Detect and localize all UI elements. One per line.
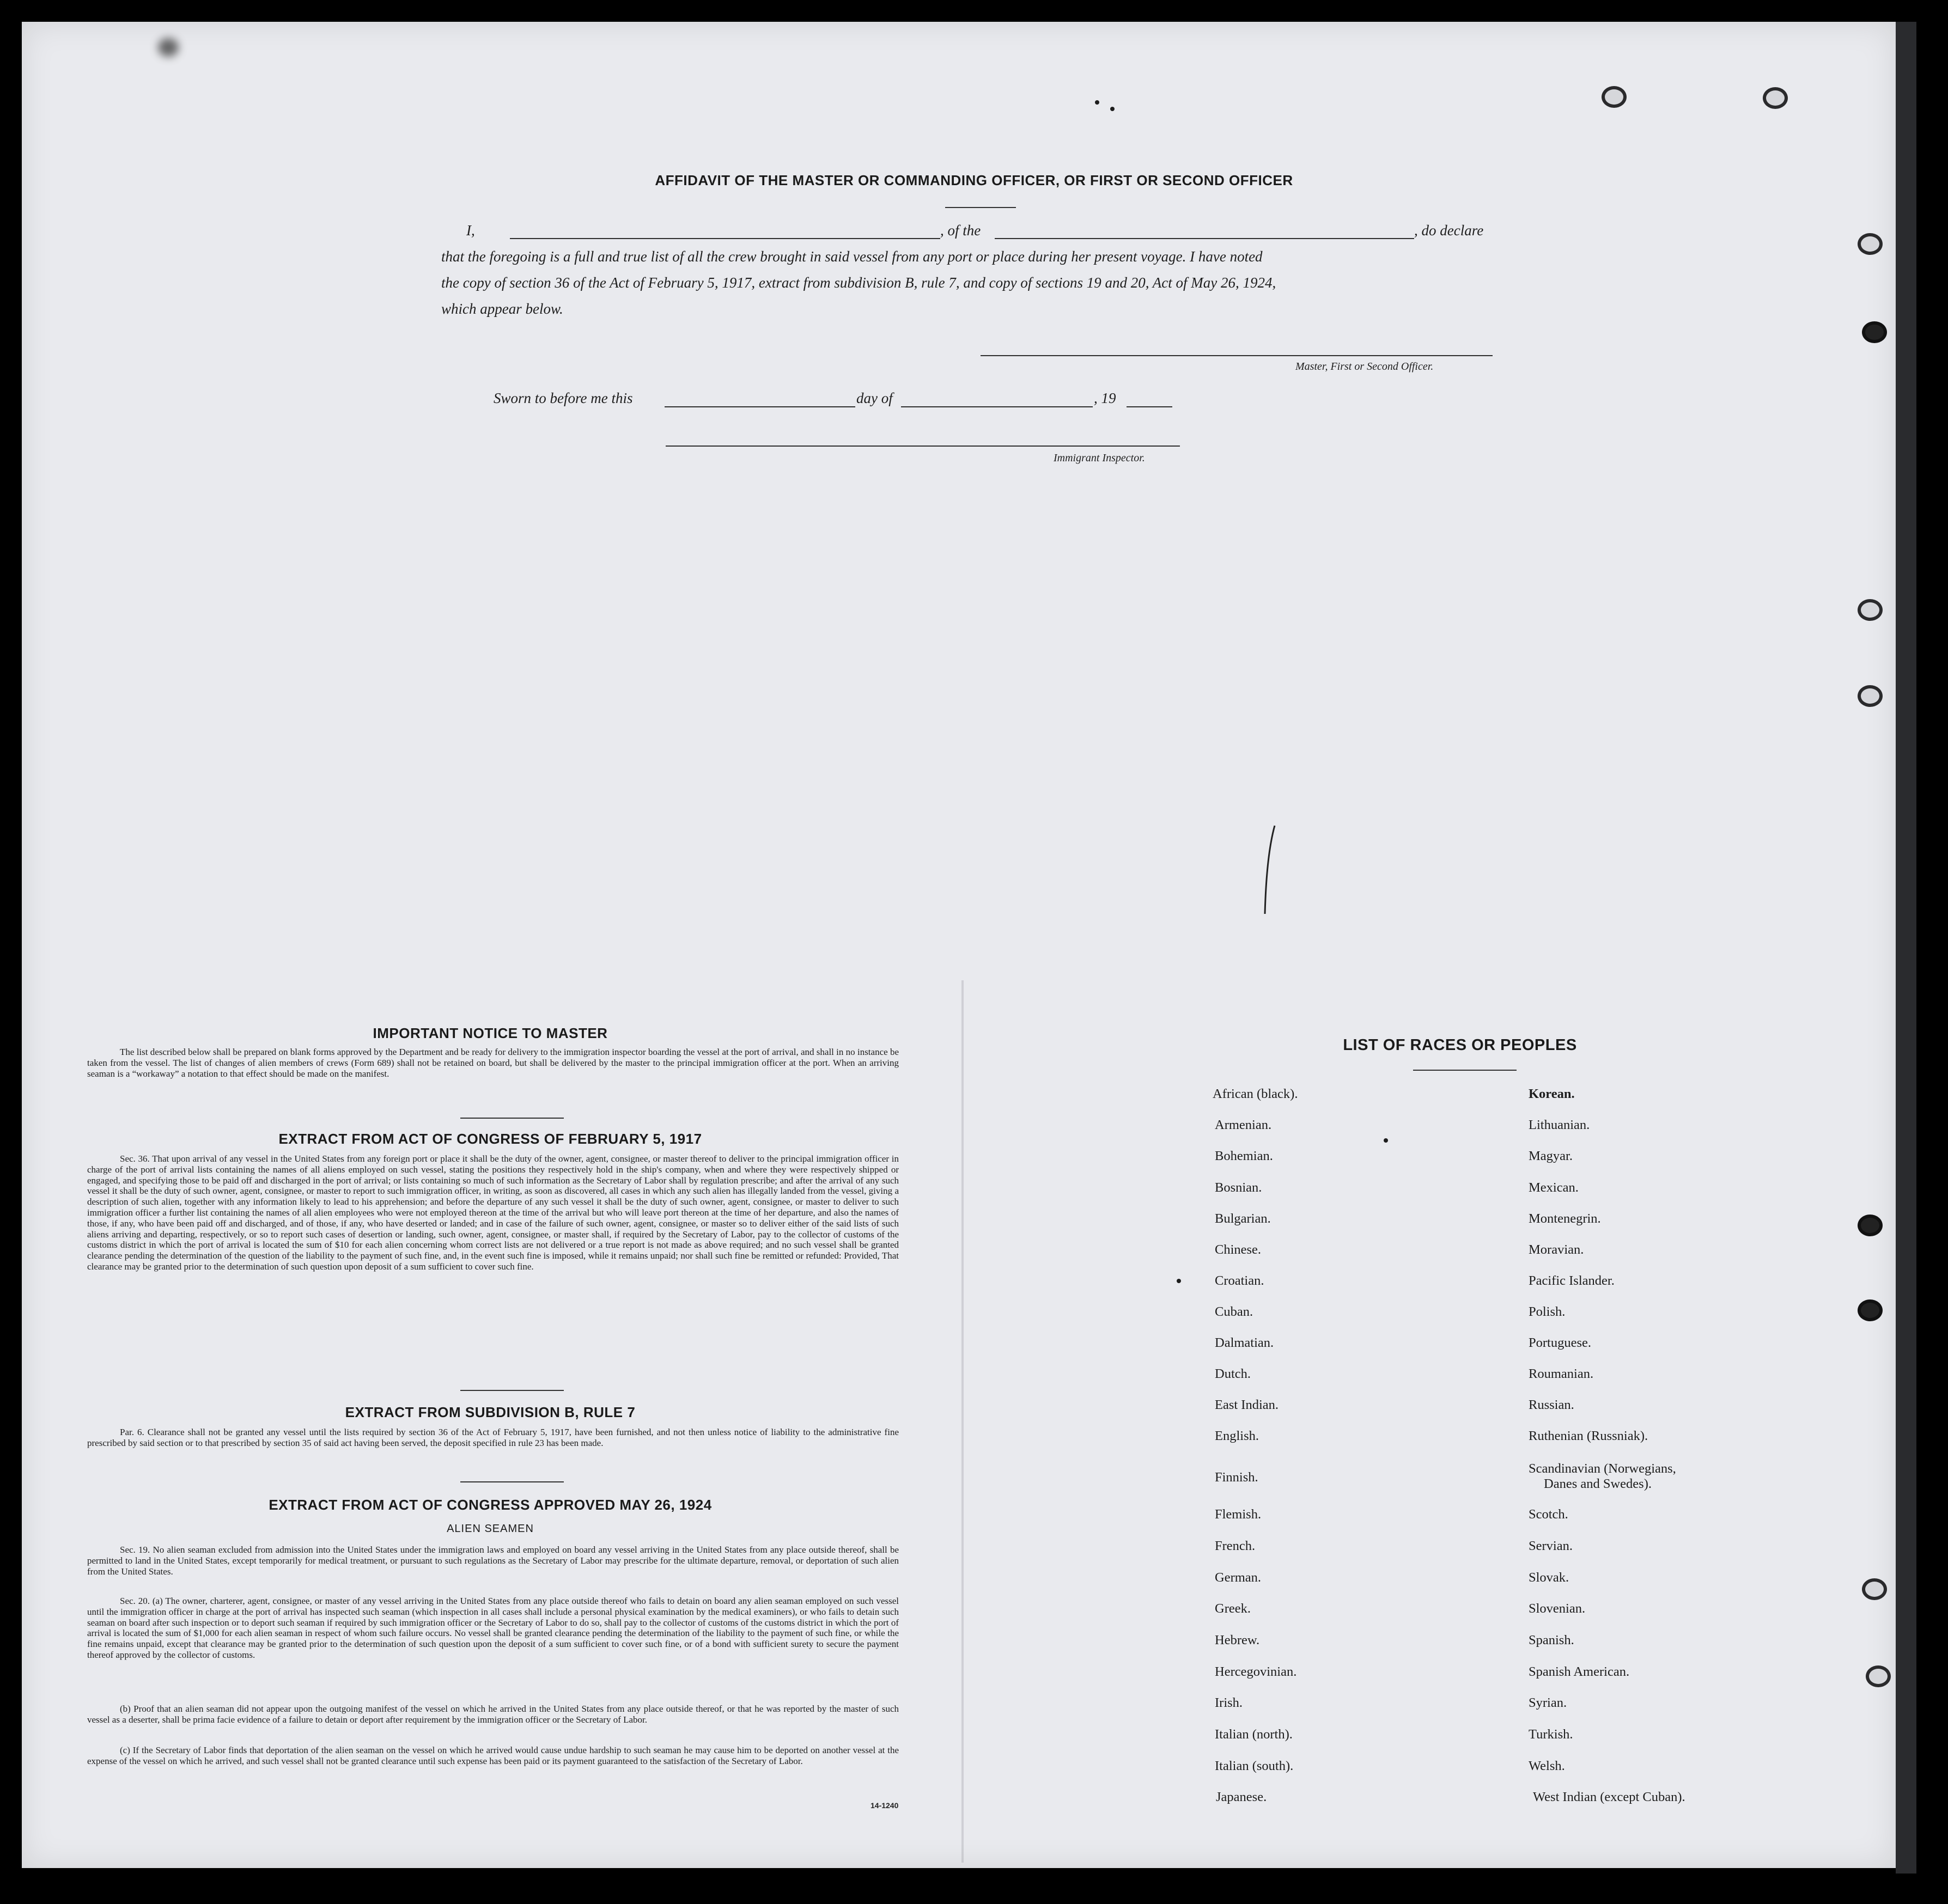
extract-1924-heading: EXTRACT FROM ACT OF CONGRESS APPROVED MAY 26, 1924 xyxy=(269,1497,712,1513)
affidavit-text-line: that the foregoing is a full and true list of all the crew brought in said vessel from any port or place during her present voyage. I have noted xyxy=(441,248,1263,265)
race-item: German. xyxy=(1215,1570,1262,1585)
punch-hole xyxy=(1858,685,1883,707)
affidavit-text-line: the copy of section 36 of the Act of February 5, 1917, extract from subdivision B, rule 7, and copy of sections 19 and 20, Act of May 26, 1924, xyxy=(441,274,1276,291)
notice-heading: IMPORTANT NOTICE TO MASTER xyxy=(373,1025,608,1041)
race-item: Polish. xyxy=(1529,1304,1566,1319)
race-item: Flemish. xyxy=(1215,1507,1262,1522)
ink-speck xyxy=(1095,100,1099,105)
race-item: Dutch. xyxy=(1215,1366,1251,1381)
race-item: Italian (north). xyxy=(1215,1727,1293,1742)
race-item: Croatian. xyxy=(1215,1273,1264,1288)
rule7-heading: EXTRACT FROM SUBDIVISION B, RULE 7 xyxy=(345,1404,636,1420)
race-item: Lithuanian. xyxy=(1529,1118,1590,1132)
race-item: Slovenian. xyxy=(1529,1601,1586,1616)
race-item: Danes and Swedes). xyxy=(1544,1476,1652,1491)
ink-speck xyxy=(1110,107,1115,111)
race-item: Welsh. xyxy=(1529,1759,1565,1773)
race-item: Servian. xyxy=(1529,1539,1573,1553)
race-item: Bohemian. xyxy=(1215,1149,1273,1163)
ink-speck xyxy=(1177,1279,1181,1283)
race-item: Cuban. xyxy=(1215,1304,1253,1319)
race-item: Finnish. xyxy=(1215,1470,1258,1485)
race-item: Bulgarian. xyxy=(1215,1211,1271,1226)
punch-hole xyxy=(1858,233,1883,255)
form-number: 14-1240 xyxy=(870,1801,899,1810)
race-item: Greek. xyxy=(1215,1601,1251,1616)
race-item: African (black). xyxy=(1213,1087,1298,1101)
race-item: Scandinavian (Norwegians, xyxy=(1529,1461,1676,1476)
race-item: Scotch. xyxy=(1529,1507,1568,1522)
punch-hole xyxy=(1866,1665,1891,1687)
race-item: Ruthenian (Russniak). xyxy=(1529,1429,1648,1443)
race-item: Magyar. xyxy=(1529,1149,1573,1163)
punch-hole xyxy=(1862,1578,1887,1600)
race-item: Turkish. xyxy=(1529,1727,1573,1742)
race-item: Spanish. xyxy=(1529,1633,1574,1647)
title-underline xyxy=(945,207,1016,208)
par6-paragraph: Par. 6. Clearance shall not be granted any vessel until the lists required by section 36 of the Act of February 5, 1917, have been furnished, and not then unless notice of liability to the administrative fine prescribed by said section or to that prescribed by section 35 of said act having been served, the deposit specified in rule 23 has been made. xyxy=(87,1427,899,1448)
race-item: West Indian (except Cuban). xyxy=(1533,1790,1685,1804)
race-item: Chinese. xyxy=(1215,1242,1262,1257)
race-item: Pacific Islander. xyxy=(1529,1273,1615,1288)
sec36-paragraph: Sec. 36. That upon arrival of any vessel in the United States from any foreign port or place it shall be the duty of the owner, agent, consignee, or master thereof to deliver to the principal immigration officer in charge of the port of arrival lists containing the names of all aliens employed on such vessel, stating the positions they respectively hold in the ship's company, when and where they were respectively shipped or engaged, and specifying those to be paid off and discharged in the port of arrival; or lists containing so much of such information as the Secretary of Labor shall by regulation prescribe; and after the arrival of any such vessel it shall be the duty of such owner, agent, consignee, or master to report to such immigration officer, in writing, as soon as discovered, all cases in which any such alien has illegally landed from the vessel, giving a description of such alien, together with any information likely to lead to his apprehension; and before the departure of any such vessel it shall be the duty of such owner, agent, consignee, or master to deliver to such immigration officer a further list containing the names of all alien employees who were not employed thereon at the time of the arrival but who will leave port thereon at the time of her departure, and also the names of those, if any, who have been paid off and discharged, and of those, if any, who have deserted or landed; and in case of the failure of such owner, agent, consignee, or master so to deliver either of the said lists of such aliens arriving and departing, respectively, or so to report such cases of desertion or landing, such owner, agent, consignee, or master shall, if required by the Secretary of Labor, pay to the collector of customs of the customs district in which the port of arrival is located the sum of $10 for each alien concerning whom correct lists are not delivered or a true report is not made as above required; and no such vessel shall be granted clearance pending the determination of the question of the liability to the payment of such fine, and, in the event such fine is imposed, while it remains unpaid; nor shall such fine be remitted or refunded: Provided, That clearance may be granted prior to the determination of such question upon deposit of a sum sufficient to cover such fine. xyxy=(87,1154,899,1272)
race-item: Portuguese. xyxy=(1529,1335,1591,1350)
section-divider xyxy=(460,1118,564,1119)
race-item: Moravian. xyxy=(1529,1242,1584,1257)
master-signature-label: Master, First or Second Officer. xyxy=(1295,361,1434,373)
punch-hole xyxy=(1858,599,1883,621)
race-item: Syrian. xyxy=(1529,1695,1567,1710)
paper-sheet xyxy=(22,22,1896,1868)
race-item: Hercegovinian. xyxy=(1215,1664,1297,1679)
race-item: Irish. xyxy=(1215,1695,1243,1710)
race-item: Armenian. xyxy=(1215,1118,1272,1132)
center-fold xyxy=(961,980,964,1863)
vessel-blank[interactable] xyxy=(995,238,1414,239)
ink-speck xyxy=(1384,1138,1388,1143)
sec20b-paragraph: (b) Proof that an alien seaman did not appear upon the outgoing manifest of the vessel on which he arrived in the United States from any place outside thereof, or that he was reported by the master of such vessel as a deserter, shall be prima facie evidence of a failure to detain or deport after requirement by the immigration officer or the Secretary of Labor. xyxy=(87,1704,899,1725)
sec20a-paragraph: Sec. 20. (a) The owner, charterer, agent, consignee, or master of any vessel arriving in the United States from any place outside thereof who fails to detain on board any alien seaman employed on such vessel until the immigration officer in charge at the port of arrival has inspected such seaman (which inspection in all cases shall include a personal physical examination by the medical examiners), or who fails to detain such seaman on board after such inspection or to deport such seaman if required by such immigration officer or the Secretary of Labor to do so, shall pay to the collector of customs of the customs district in which the port of arrival is located the sum of $1,000 for each alien seaman in respect of whom such failure occurs. No vessel shall be granted clearance pending the determination of the liability to the payment of such fine, or while the fine remains unpaid, except that clearance may be granted prior to the determination of such question upon the deposit of a sum sufficient to cover such fine, or of a bond with sufficient surety to secure the payment thereof approved by the collector of customs. xyxy=(87,1596,899,1660)
affidavit-of-the-label: , of the xyxy=(940,222,981,239)
race-item: Roumanian. xyxy=(1529,1366,1594,1381)
races-heading: LIST OF RACES OR PEOPLES xyxy=(1343,1036,1577,1054)
inspector-label: Immigrant Inspector. xyxy=(1054,452,1145,464)
pen-stroke-mark xyxy=(1263,823,1279,916)
race-item: Italian (south). xyxy=(1215,1759,1294,1773)
race-item: English. xyxy=(1215,1429,1259,1443)
race-item: French. xyxy=(1215,1539,1256,1553)
sworn-label: Sworn to before me this xyxy=(494,390,633,406)
page-edge xyxy=(1896,22,1916,1874)
name-blank[interactable] xyxy=(510,238,940,239)
inspector-signature-line[interactable] xyxy=(666,446,1180,447)
race-item: Russian. xyxy=(1529,1398,1574,1412)
race-item: Hebrew. xyxy=(1215,1633,1260,1647)
affidavit-text-line: which appear below. xyxy=(441,301,563,317)
section-divider xyxy=(460,1481,564,1482)
race-item: Dalmatian. xyxy=(1215,1335,1274,1350)
notice-paragraph: The list described below shall be prepared on blank forms approved by the Department and be ready for delivery to the immigration inspector boarding the vessel at the port of arrival, and shall in no instance be taken from the vessel. The list of changes of alien members of crews (Form 689) shall not be retained on board, but shall be delivered by the master to the principal immigration officer at the port. When an arriving seaman is a “workaway” a notation to that effect should be made on the manifest. xyxy=(87,1047,899,1079)
affidavit-title: AFFIDAVIT OF THE MASTER OR COMMANDING OFFICER, OR FIRST OR SECOND OFFICER xyxy=(655,172,1293,188)
race-item: East Indian. xyxy=(1215,1398,1279,1412)
punch-hole xyxy=(1862,321,1887,343)
punch-hole xyxy=(1602,86,1627,108)
extract-1917-heading: EXTRACT FROM ACT OF CONGRESS OF FEBRUARY 5, 1917 xyxy=(278,1131,702,1147)
month-blank[interactable] xyxy=(901,406,1093,407)
race-item: Korean. xyxy=(1529,1087,1575,1101)
affidavit-declare-label: , do declare xyxy=(1414,222,1484,239)
year-blank[interactable] xyxy=(1127,406,1172,407)
race-item: Mexican. xyxy=(1529,1180,1579,1195)
punch-hole xyxy=(1858,1299,1883,1321)
day-blank[interactable] xyxy=(665,406,855,407)
race-item: Spanish American. xyxy=(1529,1664,1630,1679)
alien-seamen-subheading: ALIEN SEAMEN xyxy=(447,1523,534,1535)
year-prefix-label: , 19 xyxy=(1094,390,1116,406)
punch-hole xyxy=(1858,1215,1883,1236)
race-item: Slovak. xyxy=(1529,1570,1569,1585)
punch-hole xyxy=(1763,87,1788,109)
master-signature-line[interactable] xyxy=(981,355,1493,356)
stain-mark xyxy=(158,38,179,57)
race-item: Bosnian. xyxy=(1215,1180,1262,1195)
sec20c-paragraph: (c) If the Secretary of Labor finds that deportation of the alien seaman on the vessel on which he arrived would cause undue hardship to such seaman he may cause him to be deported on another vessel at the expense of the vessel on which he arrived, and such vessel shall not be granted clearance until such expense has been paid or its payment guaranteed to the satisfaction of the Secretary of Labor. xyxy=(87,1745,899,1766)
affidavit-i-label: I, xyxy=(466,222,475,239)
race-item: Japanese. xyxy=(1216,1790,1267,1804)
races-underline xyxy=(1413,1070,1517,1071)
sec19-paragraph: Sec. 19. No alien seaman excluded from admission into the United States under the immigration laws and employed on board any vessel arriving in the United States from any place outside thereof, shall be permitted to land in the United States, except temporarily for medical treatment, or pursuant to such regulations as the Secretary of Labor may prescribe for the ultimate departure, removal, or deportation of such alien from the United States. xyxy=(87,1545,899,1577)
race-item: Montenegrin. xyxy=(1529,1211,1601,1226)
section-divider xyxy=(460,1390,564,1391)
day-of-label: day of xyxy=(856,390,893,406)
